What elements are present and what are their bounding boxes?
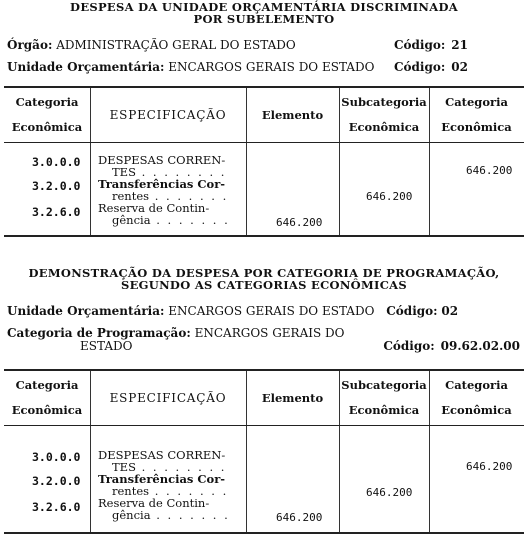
header-cat-eco-line2: Econômica bbox=[11, 403, 83, 417]
header-categoria-economica bbox=[4, 371, 90, 425]
unidade2-line bbox=[7, 304, 522, 318]
spec-word: rentes bbox=[112, 189, 150, 203]
orgao-codigo-value: 21 bbox=[451, 38, 468, 52]
spec-word: gência bbox=[112, 213, 151, 227]
table-1-body bbox=[4, 143, 524, 235]
divider bbox=[339, 371, 340, 425]
header-cat-line1: Categoria bbox=[445, 378, 508, 392]
divider bbox=[246, 143, 247, 235]
categoria-value: 646.200 bbox=[466, 460, 513, 473]
code-3200: 3.2.0.0 bbox=[32, 474, 81, 488]
header-subcategoria bbox=[339, 88, 429, 142]
divider bbox=[246, 371, 247, 425]
spec-line: Transferências Cor- bbox=[98, 177, 226, 191]
unidade-value: ENCARGOS GERAIS DO ESTADO bbox=[168, 60, 375, 74]
divider bbox=[339, 143, 340, 235]
leader-dots: . . . . . . . bbox=[150, 213, 230, 227]
table-2 bbox=[4, 369, 524, 534]
code-3000: 3.0.0.0 bbox=[32, 155, 81, 169]
divider bbox=[246, 426, 247, 532]
divider bbox=[246, 88, 247, 142]
code-3000: 3.0.0.0 bbox=[32, 450, 81, 464]
header-especificacao: ESPECIFICAÇÃO bbox=[109, 390, 227, 405]
header-categoria-economica bbox=[4, 88, 90, 142]
unidade2-value: ENCARGOS GERAIS DO ESTADO bbox=[168, 304, 375, 318]
unidade-codigo-label: Código: bbox=[393, 60, 446, 74]
section2-title-line2: SEGUNDO AS CATEGORIAS ECONÔMICAS bbox=[121, 278, 407, 292]
categoria-programacao-label: Categoria de Programação: bbox=[7, 326, 191, 340]
table-1 bbox=[4, 86, 524, 237]
divider bbox=[90, 426, 91, 532]
divider bbox=[90, 88, 91, 142]
divider bbox=[339, 426, 340, 532]
unidade2-codigo-label: Código: bbox=[386, 304, 438, 318]
orgao-codigo bbox=[394, 38, 468, 52]
subcategoria-value: 646.200 bbox=[366, 190, 413, 203]
header-subcategoria bbox=[339, 371, 429, 425]
spec-word: rentes bbox=[112, 484, 150, 498]
divider bbox=[429, 371, 430, 425]
leader-dots: . . . . . . . bbox=[150, 508, 230, 522]
orgao-codigo-label: Código: bbox=[393, 38, 446, 52]
divider bbox=[429, 426, 430, 532]
header-cat-line2: Econômica bbox=[441, 120, 512, 134]
specification-text bbox=[98, 154, 243, 226]
code-3200: 3.2.0.0 bbox=[32, 179, 81, 193]
spec-word: gência bbox=[112, 508, 151, 522]
orgao-value: ADMINISTRAÇÃO GERAL DO ESTADO bbox=[56, 38, 296, 52]
table-2-header bbox=[4, 371, 524, 426]
header-cat-eco-line1: Categoria bbox=[15, 95, 79, 109]
divider bbox=[429, 143, 430, 235]
spec-line: DESPESAS CORREN- bbox=[98, 153, 226, 167]
leader-dots: . . . . . . . bbox=[149, 484, 229, 498]
unidade-codigo bbox=[394, 60, 468, 74]
header-cat-line2: Econômica bbox=[441, 403, 512, 417]
header-categoria bbox=[429, 88, 524, 142]
divider bbox=[339, 88, 340, 142]
category-codes bbox=[32, 450, 80, 526]
code-3260: 3.2.6.0 bbox=[32, 205, 81, 219]
categoria-programacao-value: ENCARGOS GERAIS DO bbox=[194, 326, 345, 340]
code-3260: 3.2.6.0 bbox=[32, 500, 81, 514]
leader-dots: . . . . . . . . bbox=[135, 165, 227, 179]
header-cat-eco-line2: Econômica bbox=[11, 120, 83, 134]
section2-title bbox=[0, 267, 528, 291]
header-subcat-line2: Econômica bbox=[348, 403, 420, 417]
divider bbox=[429, 88, 430, 142]
specification-text bbox=[98, 449, 243, 521]
spec-line: Transferências Cor- bbox=[98, 472, 226, 486]
spec-line: Reserva de Contin- bbox=[98, 496, 210, 510]
orgao-line bbox=[7, 38, 522, 52]
header-elemento: Elemento bbox=[261, 390, 324, 405]
header-especificacao: ESPECIFICAÇÃO bbox=[109, 107, 227, 122]
categoria-codigo-value: 09.62.02.00 bbox=[440, 339, 520, 353]
categoria-programacao-value-cont: ESTADO bbox=[80, 339, 133, 353]
category-codes bbox=[32, 155, 80, 231]
unidade2-codigo-value: 02 bbox=[441, 304, 459, 318]
spec-line: DESPESAS CORREN- bbox=[98, 448, 226, 462]
header-subcat-line2: Econômica bbox=[348, 120, 420, 134]
header-categoria bbox=[429, 371, 524, 425]
unidade-codigo-value: 02 bbox=[451, 60, 468, 74]
section1-title-line2: POR SUBELEMENTO bbox=[193, 12, 335, 26]
section1-title-line1: DESPESA DA UNIDADE ORÇAMENTÁRIA DISCRIMINADA bbox=[70, 0, 458, 14]
header-subcat-line1: Subcategoria bbox=[341, 378, 427, 392]
header-cat-line1: Categoria bbox=[445, 95, 508, 109]
section1-title bbox=[0, 1, 528, 25]
spec-line: Reserva de Contin- bbox=[98, 201, 210, 215]
table-1-header bbox=[4, 88, 524, 143]
divider bbox=[90, 143, 91, 235]
categoria-programacao-line bbox=[7, 326, 522, 340]
header-subcat-line1: Subcategoria bbox=[341, 95, 427, 109]
unidade-label: Unidade Orçamentária: bbox=[7, 60, 165, 74]
header-cat-eco-line1: Categoria bbox=[15, 378, 79, 392]
categoria-codigo bbox=[383, 339, 520, 353]
categoria-codigo-label: Código: bbox=[383, 339, 435, 353]
subcategoria-value: 646.200 bbox=[366, 486, 413, 499]
spec-word: TES bbox=[112, 165, 136, 179]
leader-dots: . . . . . . . bbox=[149, 189, 229, 203]
elemento-value: 646.200 bbox=[276, 511, 323, 524]
orgao-label: Órgão: bbox=[7, 38, 53, 52]
section2-title-line1: DEMONSTRAÇÃO DA DESPESA POR CATEGORIA DE PROGRAMAÇÃO, bbox=[28, 266, 500, 280]
categoria-programacao-line2 bbox=[7, 339, 522, 353]
divider bbox=[90, 371, 91, 425]
unidade-line bbox=[7, 60, 522, 74]
spec-line bbox=[98, 214, 243, 226]
unidade2-label: Unidade Orçamentária: bbox=[7, 304, 165, 318]
table-2-body bbox=[4, 426, 524, 532]
header-elemento: Elemento bbox=[261, 107, 324, 122]
spec-line bbox=[98, 509, 243, 521]
categoria-value: 646.200 bbox=[466, 164, 513, 177]
spec-word: TES bbox=[112, 460, 136, 474]
leader-dots: . . . . . . . . bbox=[135, 460, 227, 474]
elemento-value: 646.200 bbox=[276, 216, 323, 229]
